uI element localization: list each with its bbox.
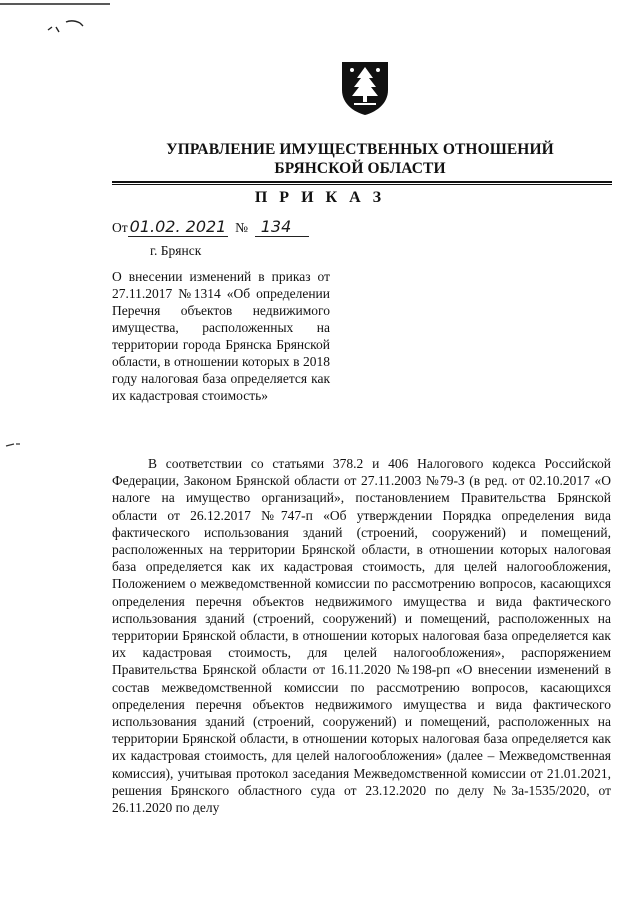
date-value-handwritten: 01.02. 2021 bbox=[129, 217, 227, 236]
date-prefix: От bbox=[112, 220, 128, 235]
org-title-line-2: БРЯНСКОЙ ОБЛАСТИ bbox=[274, 160, 446, 177]
order-body-text: В соответствии со статьями 378.2 и 406 Налогового кодекса Российской Федерации, Законом Брянской области от 27.11.2003 №79-З (в ред. от 02.10.2017 «О налоге на имущество организаций», постановлением Правительства Брянской области от 26.12.2017 №747-п «Об утверждении Порядка определения вида фактического использования зданий (строений, сооружений) и помещений, расположенных на территории Брянской области, в отношении которых налоговая база определяется как их кадастровая стоимость, для целей налогообложения, Положением о межведомственной комиссии по рассмотрению вопросов, касающихся определения перечня объектов недвижимого имущества и вида фактического использования зданий (строений, сооружений) и помещений, расположенных на территории Брянской области, в отношении которых налоговая база определяется как их кадастровая стоимость, для целей налогообложения», распоряжением Правительства Брянской области от 16.11.2020 №198-рп «О внесении изменений в состав межведомственной комиссии по рассмотрению вопросов, касающихся определения перечня объектов недвижимого имущества и вида фактического использования зданий (строений, сооружений) и помещений, расположенных на территории Брянской области, в отношении которых налоговая база определяется как их кадастровая стоимость, для целей налогообложения» (далее – Межведомственная комиссия), учитывая протокол заседания Межведомственной комиссии от 21.01.2021, решения Брянского областного суда от 23.12.2020 по делу №3а-1535/2020, от 26.11.2020 по делу bbox=[112, 456, 611, 816]
scan-mark-top bbox=[0, 0, 110, 40]
header-rule-thin bbox=[112, 184, 612, 185]
order-body bbox=[112, 455, 611, 816]
number-value-handwritten: 134 bbox=[255, 217, 310, 237]
organization-title bbox=[160, 140, 560, 178]
city: г. Брянск bbox=[150, 243, 202, 258]
scan-mark-left bbox=[0, 440, 30, 450]
number-prefix: № bbox=[235, 220, 248, 235]
document-kind: П Р И К А З bbox=[254, 189, 386, 206]
org-title-line-1: УПРАВЛЕНИЕ ИМУЩЕСТВЕННЫХ ОТНОШЕНИЙ bbox=[166, 141, 554, 158]
bryansk-coat-of-arms-icon bbox=[340, 60, 390, 116]
date-number-line bbox=[112, 217, 309, 236]
order-subject: О внесении изменений в приказ от 27.11.2017 №1314 «Об определении Перечня объектов недвижимого имущества, расположенных на территории города Брянска Брянской области, в отношении которых в 2018 году налоговая база определяется как их кадастровая стоимость» bbox=[112, 269, 330, 403]
header-rule-thick bbox=[112, 181, 612, 183]
